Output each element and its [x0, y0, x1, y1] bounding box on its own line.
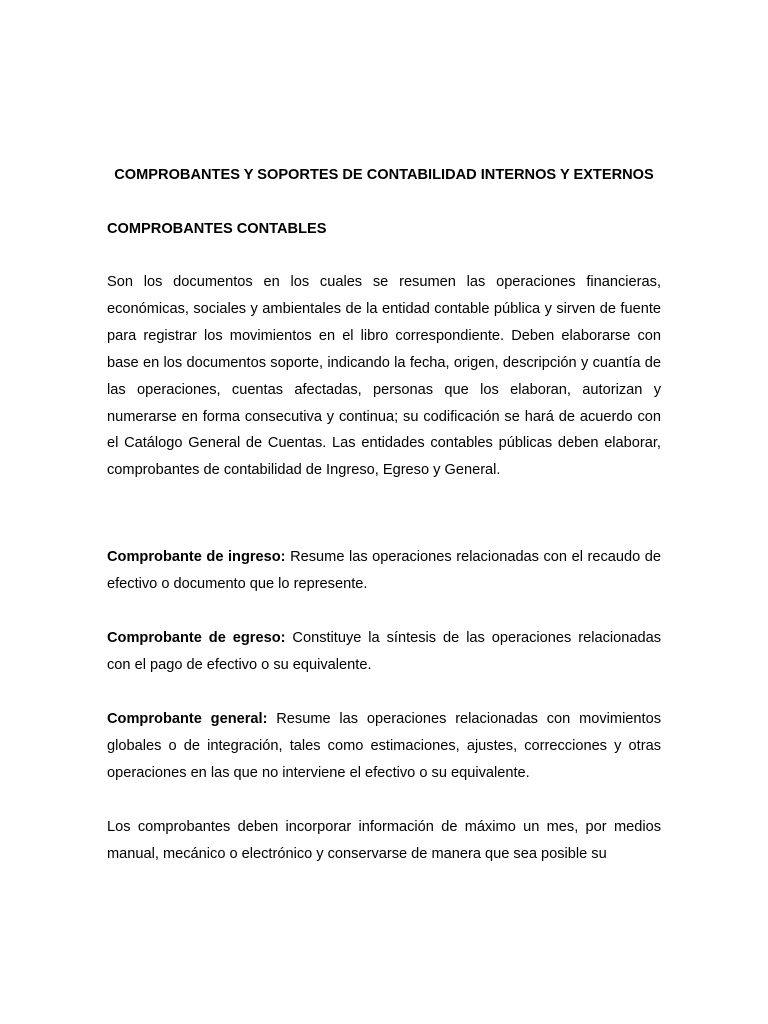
intro-paragraph: Son los documentos en los cuales se resumen las operaciones financieras, económicas, sociales y ambientales de la entidad contable pública y sirven de fuente para registrar los movimientos en el libro correspondiente. Deben elaborarse con base en los documentos soporte, indicando la fecha, origen, descripción y cuantía de las operaciones, cuentas afectadas, personas que los elaboran, autorizan y numerarse en forma consecutiva y continua; su codificación se hará de acuerdo con el Catálogo General de Cuentas. Las entidades contables públicas deben elaborar, comprobantes de contabilidad de Ingreso, Egreso y General. — [107, 274, 661, 479]
definition-general — [107, 706, 661, 787]
definition-text: Resume las operaciones relacionadas con el recaudo de efectivo o documento que lo represente. — [107, 549, 661, 593]
closing-paragraph: Los comprobantes deben incorporar información de máximo un mes, por medios manual, mecánico o electrónico y conservarse de manera que sea posible su — [107, 818, 661, 862]
definition-text: Constituye la síntesis de las operaciones relacionadas con el pago de efectivo o su equivalente. — [107, 630, 661, 673]
definition-term: Comprobante de ingreso: — [107, 549, 286, 566]
document-title: COMPROBANTES Y SOPORTES DE CONTABILIDAD INTERNOS Y EXTERNOS — [114, 167, 654, 183]
definition-egreso — [107, 625, 661, 679]
section-heading: COMPROBANTES CONTABLES — [107, 221, 327, 237]
definition-term: Comprobante de egreso: — [107, 630, 286, 647]
definition-term: Comprobante general: — [107, 710, 268, 727]
definition-text: Resume las operaciones relacionadas con movimientos globales o de integración, tales como estimaciones, ajustes, correcciones y otras operaciones en las que no interviene el efectivo o su equivalente. — [107, 710, 662, 781]
definition-ingreso — [107, 544, 661, 598]
